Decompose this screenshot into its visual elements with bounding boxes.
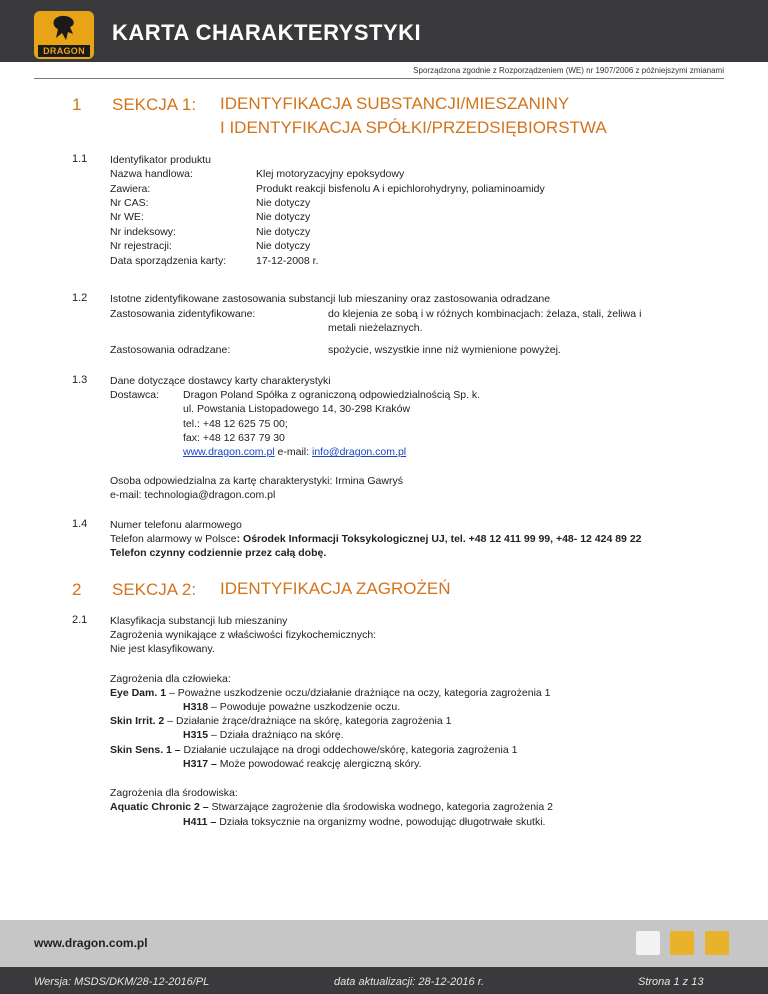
hazard-line-h318 <box>183 700 400 715</box>
field-value-trade-name: Klej motoryzacyjny epoksydowy <box>256 168 405 180</box>
human-hazards-heading: Zagrożenia dla człowieka: <box>110 673 231 685</box>
emergency-hours: Telefon czynny codziennie przez całą dobę. <box>110 547 327 559</box>
responsible-person: Osoba odpowiedzialna za kartę charakterystyki: Irmina Gawryś <box>110 475 403 487</box>
field-value-contains: Produkt reakcji bisfenolu A i epichlorohydryny, poliaminoamidy <box>256 183 545 195</box>
field-label-trade-name: Nazwa handlowa: <box>110 168 193 180</box>
responsible-email: e-mail: technologia@dragon.com.pl <box>110 489 276 501</box>
advised-against-label: Zastosowania odradzane: <box>110 344 231 356</box>
hazard-code: Skin Irrit. 2 <box>110 715 165 727</box>
emergency-heading: Numer telefonu alarmowego <box>110 519 242 531</box>
logo-wordmark: DRAGON <box>38 45 90 57</box>
header-divider <box>34 78 724 79</box>
env-hazards-heading: Zagrożenia dla środowiska: <box>110 787 238 799</box>
field-value-date: 17-12-2008 r. <box>256 255 319 267</box>
hazard-line-h315 <box>183 728 344 743</box>
supplier-tel: tel.: +48 12 625 75 00; <box>183 418 288 430</box>
field-label-date: Data sporządzenia karty: <box>110 255 227 267</box>
document-header <box>0 0 768 62</box>
hazard-text: Stwarzające zagrożenie dla środowiska wodnego, kategoria zagrożenia 2 <box>208 801 553 813</box>
footer-square-1 <box>636 931 660 955</box>
advised-against-value: spożycie, wszystkie inne niż wymienione powyżej. <box>328 344 561 356</box>
footer-version: Wersja: MSDS/DKM/28-12-2016/PL <box>34 976 210 988</box>
hazard-code: H317 – <box>183 758 217 770</box>
section-1-label: SEKCJA 1: <box>112 95 197 114</box>
hazard-line-eye-dam <box>110 686 551 701</box>
identified-uses-value-line2: metali nieżelaznych. <box>328 322 423 334</box>
field-value-registration: Nie dotyczy <box>256 240 311 252</box>
hazard-line-h317 <box>183 757 422 772</box>
physchem-hazards-heading: Zagrożenia wynikające z właściwości fizykochemicznych: <box>110 629 377 641</box>
hazard-line-aquatic <box>110 800 553 815</box>
dragon-brand-icon <box>50 14 78 44</box>
field-value-index: Nie dotyczy <box>256 226 311 238</box>
hazard-text: – Poważne uszkodzenie oczu/działanie drażniące na oczy, kategoria zagrożenia 1 <box>166 687 551 699</box>
hazard-text: – Powoduje poważne uszkodzenie oczu. <box>208 701 401 713</box>
hazard-code: H318 <box>183 701 209 713</box>
hazard-code: Eye Dam. 1 <box>110 687 167 699</box>
supplier-name: Dragon Poland Spółka z ograniczoną odpowiedzialnością Sp. k. <box>183 389 481 401</box>
subsection-2-1-number: 2.1 <box>72 614 88 626</box>
section-1-title-line1: IDENTYFIKACJA SUBSTANCJI/MIESZANINY <box>220 94 570 113</box>
section-1-title-line2: I IDENTYFIKACJA SPÓŁKI/PRZEDSIĘBIORSTWA <box>220 118 607 137</box>
identified-uses-label: Zastosowania zidentyfikowane: <box>110 308 256 320</box>
section-2-title: IDENTYFIKACJA ZAGROŻEŃ <box>220 579 451 598</box>
hazard-code: Aquatic Chronic 2 – <box>110 801 209 813</box>
footer-square-2 <box>670 931 694 955</box>
field-label-index: Nr indeksowy: <box>110 226 176 238</box>
footer-square-3 <box>705 931 729 955</box>
hazard-line-h411 <box>183 815 545 830</box>
dragon-logo <box>34 11 94 59</box>
section-1-number: 1 <box>72 95 82 114</box>
field-label-contains: Zawiera: <box>110 183 151 195</box>
section-2-label: SEKCJA 2: <box>112 580 197 599</box>
subsection-1-3-number: 1.3 <box>72 374 88 386</box>
footer-website: www.dragon.com.pl <box>34 936 148 950</box>
section-2-number: 2 <box>72 580 82 599</box>
hazard-text: Działa toksycznie na organizmy wodne, powodując długotrwałe skutki. <box>216 816 546 828</box>
hazard-code: Skin Sens. 1 – <box>110 744 181 756</box>
subsection-1-1-number: 1.1 <box>72 153 88 165</box>
website-link[interactable]: www.dragon.com.pl <box>183 446 275 458</box>
supplier-fax: fax: +48 12 637 79 30 <box>183 432 285 444</box>
regulation-note: Sporządzona zgodnie z Rozporządzeniem (WE) nr 1907/2006 z późniejszymi zmianami <box>413 66 724 75</box>
email-link[interactable]: info@dragon.com.pl <box>311 446 407 458</box>
supplier-heading: Dane dotyczące dostawcy karty charakterystyki <box>110 375 331 387</box>
identified-uses-value-line1: do klejenia ze sobą i w różnych kombinacjach: żelaza, stali, żeliwa i <box>328 308 642 320</box>
uses-heading: Istotne zidentyfikowane zastosowania substancji lub mieszaniny oraz zastosowania odradzane <box>110 293 551 305</box>
field-label-cas: Nr CAS: <box>110 197 149 209</box>
hazard-text: – Działanie żrące/drażniące na skórę, kategoria zagrożenia 1 <box>164 715 452 727</box>
field-value-ec: Nie dotyczy <box>256 211 311 223</box>
physchem-hazards-value: Nie jest klasyfikowany. <box>110 643 215 655</box>
hazard-text: – Działa drażniąco na skórę. <box>208 729 344 741</box>
supplier-contact-line <box>183 445 406 460</box>
emergency-phone-line <box>110 532 642 547</box>
subsection-1-2-number: 1.2 <box>72 292 88 304</box>
hazard-code: H411 – <box>183 816 217 828</box>
field-label-ec: Nr WE: <box>110 211 144 223</box>
email-label: e-mail: <box>277 446 310 458</box>
footer-update-date: data aktualizacji: 28-12-2016 r. <box>334 976 485 988</box>
supplier-address: ul. Powstania Listopadowego 14, 30-298 Kraków <box>183 403 411 415</box>
emergency-phone-numbers: : Ośrodek Informacji Toksykologicznej UJ, tel. +48 12 411 99 99, +48- 12 424 89 22 <box>236 533 642 545</box>
hazard-line-skin-irrit <box>110 714 451 729</box>
emergency-phone-prefix: Telefon alarmowy w Polsce <box>110 533 237 545</box>
document-title: KARTA CHARAKTERYSTYKI <box>112 20 422 45</box>
hazard-line-skin-sens <box>110 743 517 758</box>
supplier-label: Dostawca: <box>110 389 160 401</box>
hazard-code: H315 <box>183 729 209 741</box>
footer-page-number: Strona 1 z 13 <box>638 976 704 988</box>
hazard-text: Działanie uczulające na drogi oddechowe/skórę, kategoria zagrożenia 1 <box>180 744 518 756</box>
subsection-1-4-number: 1.4 <box>72 518 88 530</box>
hazard-text: Może powodować reakcję alergiczną skóry. <box>216 758 422 770</box>
field-value-cas: Nie dotyczy <box>256 197 311 209</box>
classification-heading: Klasyfikacja substancji lub mieszaniny <box>110 615 288 627</box>
product-identifier-heading: Identyfikator produktu <box>110 154 211 166</box>
field-label-registration: Nr rejestracji: <box>110 240 172 252</box>
